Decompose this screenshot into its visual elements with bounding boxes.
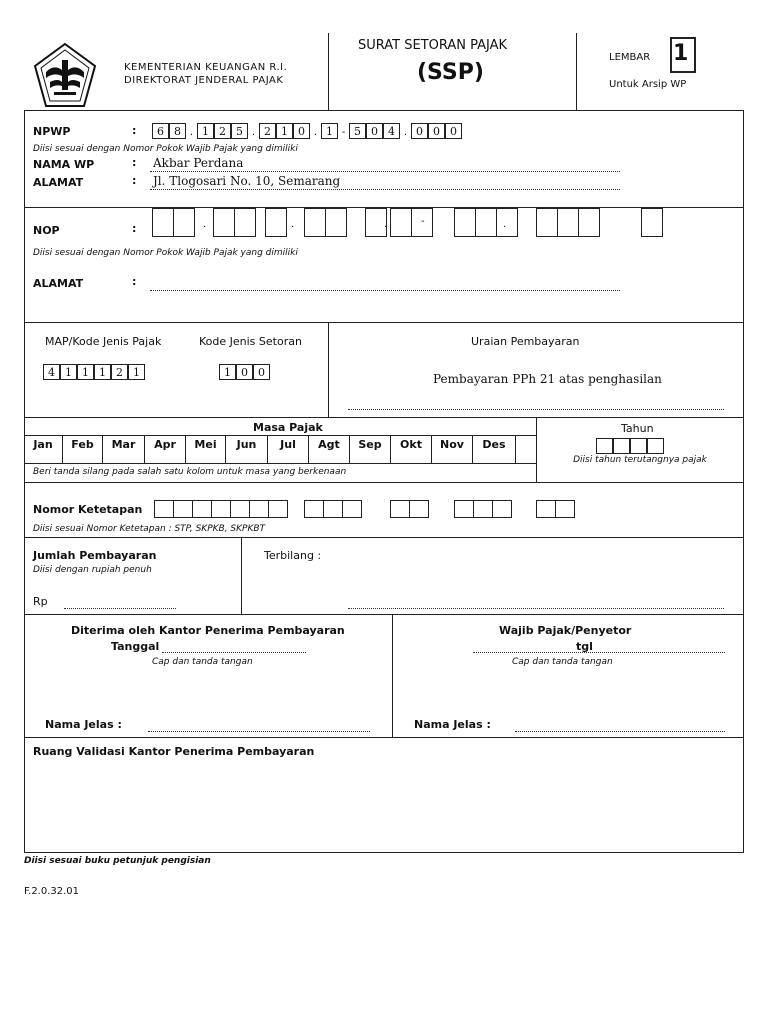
separator: -: [341, 127, 346, 138]
ketetapan-digit-box[interactable]: [192, 500, 212, 518]
nop-digit-box[interactable]: [152, 208, 174, 237]
ketetapan-digit-box[interactable]: [154, 500, 174, 518]
npwp-digit[interactable]: 2: [214, 123, 231, 139]
ketetapan-digit-box[interactable]: [304, 500, 324, 518]
ketetapan-digit-box[interactable]: [390, 500, 410, 518]
setoran-digit[interactable]: 0: [253, 364, 270, 380]
nop-digit-box[interactable]: [496, 208, 518, 237]
npwp-digit[interactable]: 0: [366, 123, 383, 139]
tahun-digit[interactable]: [647, 438, 664, 454]
npwp-digit[interactable]: 5: [231, 123, 248, 139]
ketetapan-digit-box[interactable]: [249, 500, 269, 518]
terbilang-label: Terbilang :: [264, 549, 322, 562]
nop-digit-box[interactable]: [557, 208, 579, 237]
month-des[interactable]: Des: [473, 435, 516, 463]
jumlah-note: Diisi dengan rupiah penuh: [33, 565, 152, 575]
jumlah-label: Jumlah Pembayaran: [33, 549, 157, 562]
map-digit[interactable]: 4: [43, 364, 60, 380]
separator: -: [421, 216, 425, 227]
form-number: F.2.0.32.01: [24, 886, 80, 897]
ketetapan-digit-box[interactable]: [555, 500, 575, 518]
setoran-label: Kode Jenis Setoran: [199, 335, 302, 348]
nop-digit-box[interactable]: [325, 208, 347, 237]
footer-note: Diisi sesuai buku petunjuk pengisian: [24, 856, 211, 866]
form-code: (SSP): [417, 60, 484, 85]
nop-digit-box[interactable]: [234, 208, 256, 237]
nop-digit-box[interactable]: [454, 208, 476, 237]
masa-label: Masa Pajak: [253, 421, 323, 434]
npwp-digit[interactable]: 6: [152, 123, 169, 139]
setoran-digit[interactable]: 0: [236, 364, 253, 380]
wp-signer-title: Wajib Pajak/Penyetor: [499, 624, 632, 637]
npwp-digit[interactable]: 1: [276, 123, 293, 139]
tahun-digit[interactable]: [613, 438, 630, 454]
npwp-digit[interactable]: 5: [349, 123, 366, 139]
nop-alamat-label: ALAMAT: [33, 277, 84, 290]
npwp-digit[interactable]: 4: [383, 123, 400, 139]
separator: .: [251, 127, 256, 138]
month-jun[interactable]: Jun: [226, 435, 268, 463]
ketetapan-digit-box[interactable]: [268, 500, 288, 518]
npwp-digit[interactable]: 0: [411, 123, 428, 139]
wp-date-field[interactable]: [473, 652, 725, 653]
wp-nama-label: Nama Jelas :: [414, 718, 491, 731]
lembar-note: Untuk Arsip WP: [609, 79, 687, 90]
uraian-label: Uraian Pembayaran: [471, 335, 580, 348]
nop-digit-box[interactable]: [390, 208, 412, 237]
tahun-digit[interactable]: [596, 438, 613, 454]
masa-note: Beri tanda silang pada salah satu kolom untuk masa yang berkenaan: [33, 467, 347, 477]
nop-digit-box[interactable]: [265, 208, 287, 237]
npwp-field[interactable]: [152, 121, 462, 139]
wp-cap-note: Cap dan tanda tangan: [512, 657, 613, 667]
ketetapan-digit-box[interactable]: [409, 500, 429, 518]
ketetapan-digit-box[interactable]: [473, 500, 493, 518]
npwp-digit[interactable]: 0: [445, 123, 462, 139]
kantor-nama-field[interactable]: [148, 731, 370, 732]
kantor-cap-note: Cap dan tanda tangan: [152, 657, 253, 667]
kantor-title: Diterima oleh Kantor Penerima Pembayaran: [71, 624, 345, 637]
nop-digit-box[interactable]: [475, 208, 497, 237]
lembar-number: 1: [673, 41, 689, 66]
map-digit[interactable]: 1: [128, 364, 145, 380]
alamat-wp-label: ALAMAT: [33, 176, 84, 189]
separator: .: [203, 219, 207, 230]
garuda-emblem-icon: [32, 42, 98, 110]
map-label: MAP/Kode Jenis Pajak: [45, 335, 162, 348]
ministry-name: KEMENTERIAN KEUANGAN R.I.: [124, 62, 288, 73]
tahun-label: Tahun: [621, 422, 654, 435]
alamat-wp-value[interactable]: Jl. Tlogosari No. 10, Semarang: [153, 174, 341, 188]
nama-wp-value[interactable]: Akbar Perdana: [153, 156, 244, 170]
month-okt[interactable]: Okt: [391, 435, 432, 463]
tahun-digit[interactable]: [630, 438, 647, 454]
month-mar[interactable]: Mar: [103, 435, 145, 463]
currency-label: Rp: [33, 595, 48, 608]
month-jul[interactable]: Jul: [268, 435, 309, 463]
setoran-digit[interactable]: 1: [219, 364, 236, 380]
npwp-digit[interactable]: 1: [197, 123, 214, 139]
map-digit[interactable]: 1: [77, 364, 94, 380]
month-jan[interactable]: Jan: [24, 435, 63, 463]
separator: .: [403, 127, 408, 138]
lembar-label: LEMBAR: [609, 52, 651, 63]
kantor-date-label: Tanggal: [111, 640, 160, 653]
month-mei[interactable]: Mei: [186, 435, 226, 463]
nop-digit-box[interactable]: [213, 208, 235, 237]
month-apr[interactable]: Apr: [145, 435, 186, 463]
nop-note: Diisi sesuai dengan Nomor Pokok Wajib Pajak yang dimiliki: [33, 248, 298, 258]
nop-digit-box[interactable]: [641, 208, 663, 237]
wp-date-label: tgl: [576, 640, 593, 653]
ketetapan-digit-box[interactable]: [492, 500, 512, 518]
month-feb[interactable]: Feb: [63, 435, 103, 463]
separator: .: [313, 127, 318, 138]
kantor-date-field[interactable]: [162, 652, 306, 653]
map-digit[interactable]: 1: [60, 364, 77, 380]
tahun-field[interactable]: [596, 436, 664, 454]
map-code-field[interactable]: [43, 362, 145, 380]
jumlah-field[interactable]: [64, 608, 176, 609]
ketetapan-digit-box[interactable]: [454, 500, 474, 518]
ketetapan-digit-box[interactable]: [173, 500, 193, 518]
ketetapan-note: Diisi sesuai Nomor Ketetapan : STP, SKPKB, SKPKBT: [33, 524, 266, 534]
separator: .: [189, 127, 194, 138]
ketetapan-digit-box[interactable]: [230, 500, 250, 518]
nop-digit-box[interactable]: [173, 208, 195, 237]
ketetapan-digit-box[interactable]: [323, 500, 343, 518]
directorate-name: DIREKTORAT JENDERAL PAJAK: [124, 75, 284, 86]
validasi-label: Ruang Validasi Kantor Penerima Pembayaran: [33, 745, 315, 758]
uraian-value[interactable]: Pembayaran PPh 21 atas penghasilan: [433, 372, 662, 386]
ketetapan-digit-box[interactable]: [211, 500, 231, 518]
nop-digit-box[interactable]: [304, 208, 326, 237]
npwp-digit[interactable]: 8: [169, 123, 186, 139]
separator: .: [503, 219, 507, 230]
form-title: SURAT SETORAN PAJAK: [358, 38, 508, 53]
npwp-note: Diisi sesuai dengan Nomor Pokok Wajib Pajak yang dimiliki: [33, 144, 298, 154]
ketetapan-label: Nomor Ketetapan: [33, 503, 143, 516]
ketetapan-digit-box[interactable]: [342, 500, 362, 518]
month-nov[interactable]: Nov: [432, 435, 473, 463]
tahun-note: Diisi tahun terutangnya pajak: [573, 455, 707, 465]
month-sep[interactable]: Sep: [350, 435, 391, 463]
nop-digit-box[interactable]: [536, 208, 558, 237]
npwp-digit[interactable]: 0: [428, 123, 445, 139]
terbilang-field[interactable]: [348, 608, 724, 609]
nop-label: NOP: [33, 224, 60, 237]
separator: .: [384, 219, 388, 230]
wp-nama-field[interactable]: [515, 731, 725, 732]
npwp-digit[interactable]: 1: [321, 123, 338, 139]
nop-alamat-field[interactable]: [150, 290, 620, 291]
month-agt[interactable]: Agt: [309, 435, 350, 463]
ketetapan-digit-box[interactable]: [536, 500, 556, 518]
separator: .: [291, 219, 295, 230]
kantor-nama-label: Nama Jelas :: [45, 718, 122, 731]
npwp-digit[interactable]: 2: [259, 123, 276, 139]
nop-digit-box[interactable]: [578, 208, 600, 237]
npwp-digit[interactable]: 0: [293, 123, 310, 139]
setoran-code-field[interactable]: [219, 362, 270, 380]
nama-wp-label: NAMA WP: [33, 158, 95, 171]
map-digit[interactable]: 1: [94, 364, 111, 380]
npwp-label: NPWP: [33, 125, 71, 138]
map-digit[interactable]: 2: [111, 364, 128, 380]
ministry-logo: [32, 42, 98, 110]
